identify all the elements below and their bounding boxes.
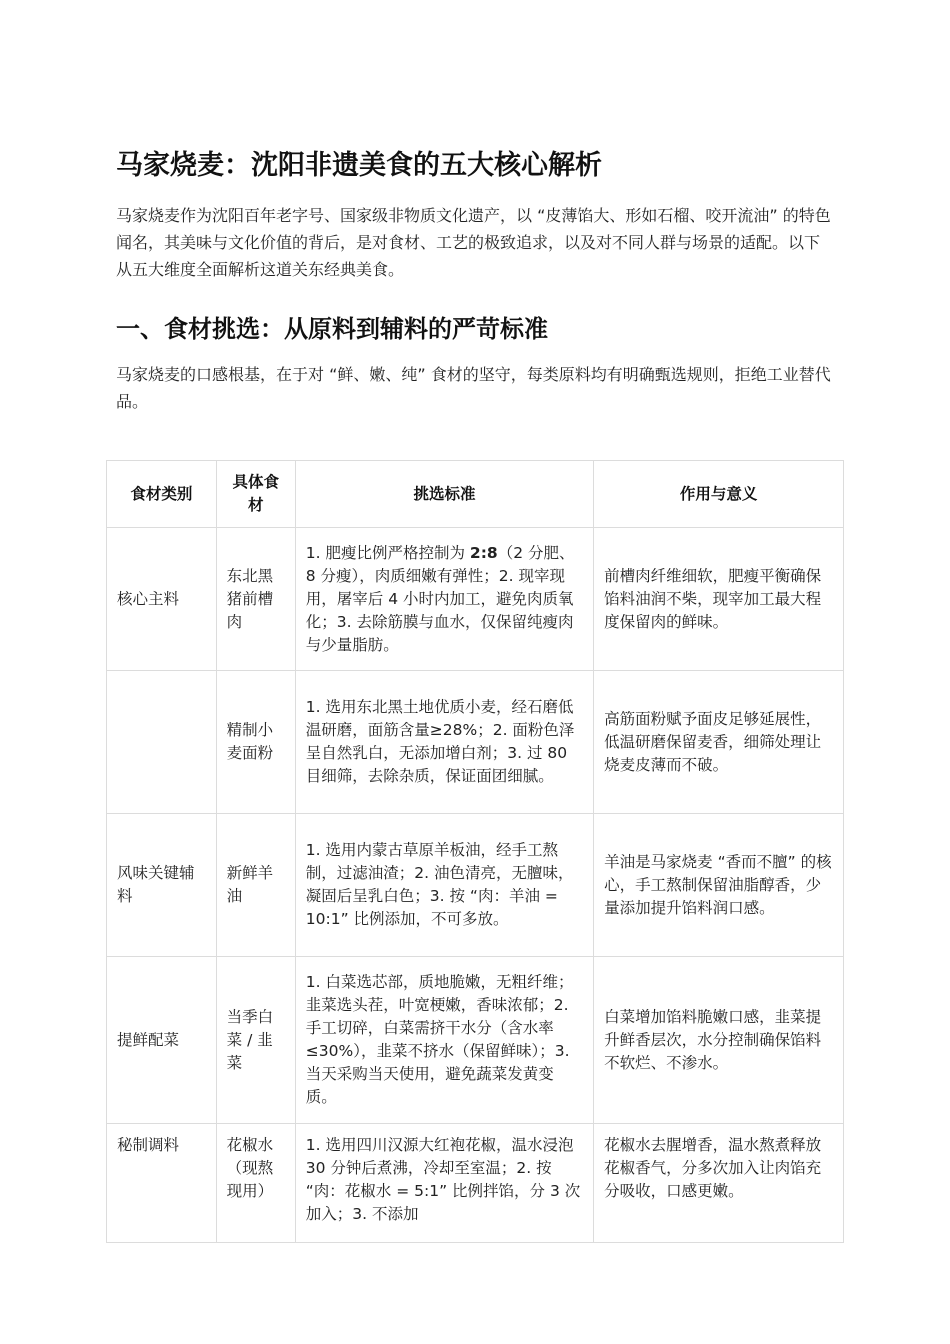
cell-purpose: 白菜增加馅料脆嫩口感，韭菜提升鲜香层次，水分控制确保馅料不软烂、不渗水。: [594, 957, 844, 1124]
ingredient-table: [106, 460, 844, 1243]
table-row: [107, 1124, 844, 1243]
cell-category: 核心主料: [107, 528, 217, 671]
cell-ingredient: 当季白菜 / 韭菜: [216, 957, 295, 1124]
standard-ratio-bold: 2:8: [469, 543, 498, 562]
cell-purpose: 前槽肉纤维细软，肥瘦平衡确保馅料油润不柴，现宰加工最大程度保留肉的鲜味。: [594, 528, 844, 671]
cell-category: 提鲜配菜: [107, 957, 217, 1124]
header-category: 食材类别: [107, 461, 217, 528]
standard-text: （2 分肥、8 分瘦），肉质细嫩有弹性；2. 现宰现用，屠宰后 4 小时内加工，避免肉质氧化；3. 去除筋膜与血水，仅保留纯瘦肉与少量脂肪。: [305, 543, 575, 654]
table-row: [107, 671, 844, 814]
cell-category: 风味关键辅料: [107, 814, 217, 957]
cell-standard: 1. 选用东北黑土地优质小麦，经石磨低温研磨，面筋含量≥28%；2. 面粉色泽呈自然乳白，无添加增白剂；3. 过 80 目细筛，去除杂质，保证面团细腻。: [295, 671, 593, 814]
cell-standard: [295, 528, 593, 671]
cell-ingredient: 精制小麦面粉: [216, 671, 295, 814]
header-purpose: 作用与意义: [594, 461, 844, 528]
section-heading: 一、食材挑选：从原料到辅料的严苛标准: [116, 315, 548, 343]
cell-category: 秘制调料: [107, 1124, 217, 1243]
cell-standard: 1. 选用四川汉源大红袍花椒，温水浸泡 30 分钟后煮沸，冷却至室温；2. 按 “肉：花椒水 = 5:1” 比例拌馅，分 3 次加入；3. 不添加: [295, 1124, 593, 1243]
table-row: [107, 814, 844, 957]
cell-standard: 1. 白菜选芯部，质地脆嫩，无粗纤维；韭菜选头茬，叶宽梗嫩，香味浓郁；2. 手工切碎，白菜需挤干水分（含水率≤30%），韭菜不挤水（保留鲜味）；3. 当天采购当天使用，避免蔬菜发黄变质。: [295, 957, 593, 1124]
cell-purpose: 羊油是马家烧麦 “香而不膻” 的核心，手工熬制保留油脂醇香，少量添加提升馅料润口感。: [594, 814, 844, 957]
cell-ingredient: 东北黑猪前槽肉: [216, 528, 295, 671]
cell-purpose: 花椒水去腥增香，温水熬煮释放花椒香气，分多次加入让肉馅充分吸收，口感更嫩。: [594, 1124, 844, 1243]
header-ingredient: 具体食材: [216, 461, 295, 528]
cell-purpose: 高筋面粉赋予面皮足够延展性，低温研磨保留麦香，细筛处理让烧麦皮薄而不破。: [594, 671, 844, 814]
table-row: [107, 957, 844, 1124]
cell-ingredient: 花椒水（现熬现用）: [216, 1124, 295, 1243]
table-row: [107, 528, 844, 671]
section-intro-paragraph: 马家烧麦的口感根基，在于对 “鲜、嫩、纯” 食材的坚守，每类原料均有明确甄选规则，拒绝工业替代品。: [116, 365, 831, 411]
cell-category: [107, 671, 217, 814]
cell-standard: 1. 选用内蒙古草原羊板油，经手工熬制，过滤油渣；2. 油色清亮，无膻味，凝固后呈乳白色；3. 按 “肉：羊油 = 10:1” 比例添加，不可多放。: [295, 814, 593, 957]
cell-ingredient: 新鲜羊油: [216, 814, 295, 957]
standard-text: 1. 肥瘦比例严格控制为: [305, 543, 470, 562]
header-standard: 挑选标准: [295, 461, 593, 528]
intro-paragraph: 马家烧麦作为沈阳百年老字号、国家级非物质文化遗产，以 “皮薄馅大、形如石榴、咬开流油” 的特色闻名，其美味与文化价值的背后，是对食材、工艺的极致追求，以及对不同人群与场景的适配。以下从五大维度全面解析这道关东经典美食。: [116, 206, 831, 279]
table-header-row: [107, 461, 844, 528]
page-title: 马家烧麦：沈阳非遗美食的五大核心解析: [116, 150, 602, 181]
